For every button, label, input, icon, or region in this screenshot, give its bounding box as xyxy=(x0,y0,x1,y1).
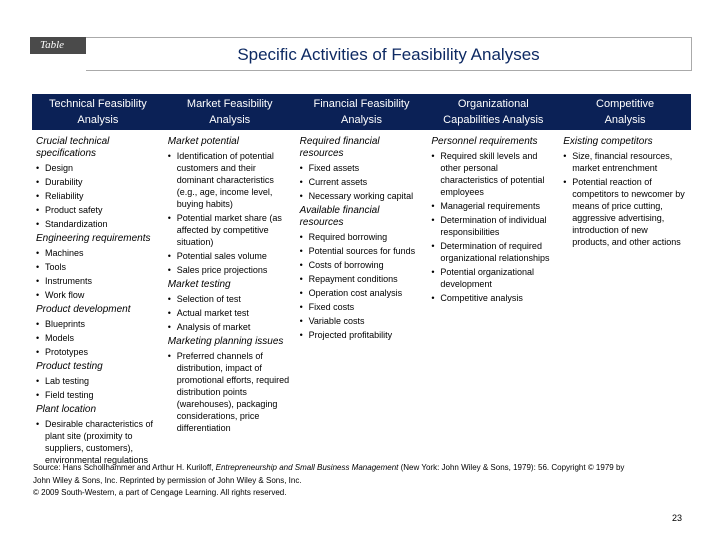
source-book: Entrepreneurship and Small Business Management xyxy=(215,463,399,472)
section-title: Required financial resources xyxy=(299,136,380,159)
section-list xyxy=(36,318,160,358)
list-item: • Reliability xyxy=(36,190,160,202)
section-list xyxy=(168,293,292,333)
section-title: Available financial resources xyxy=(299,205,380,228)
column-competitive xyxy=(559,134,691,460)
list-item: • Analysis of market xyxy=(168,321,292,333)
column-technical xyxy=(32,134,164,465)
list-item: • Machines xyxy=(36,247,160,259)
section-title: Marketing planning issues xyxy=(167,336,284,347)
list-item: • Determination of required organizational relationships xyxy=(431,240,555,264)
list-item: • Variable costs xyxy=(300,315,424,327)
list-item: • Determination of individual responsibilities xyxy=(431,214,555,238)
slide-tag: Table xyxy=(30,37,86,54)
header-technical: Technical Feasibility Analysis xyxy=(48,98,147,126)
section-list xyxy=(300,231,424,341)
list-item: • Fixed costs xyxy=(300,301,424,313)
list-item: • Operation cost analysis xyxy=(300,287,424,299)
section-title: Market testing xyxy=(167,279,231,290)
source-after: (New York: John Wiley & Sons, 1979): 56. Copyright © 1979 by John Wiley & Sons, Inc. Reprinted by permission of John Wiley & Sons, Inc. xyxy=(33,463,625,485)
list-item: • Current assets xyxy=(300,176,424,188)
list-item: • Sales price projections xyxy=(168,264,292,276)
page-number: 23 xyxy=(672,513,683,523)
section-title: Market potential xyxy=(167,136,239,147)
column-financial xyxy=(296,134,428,460)
section-list xyxy=(563,150,687,248)
section-list xyxy=(168,150,292,276)
section-title: Engineering requirements xyxy=(36,233,151,244)
section-list xyxy=(36,162,160,230)
list-item: • Design xyxy=(36,162,160,174)
list-item: • Required borrowing xyxy=(300,231,424,243)
source-before: Hans Schollhammer and Arthur H. Kuriloff, xyxy=(60,463,216,472)
header-competitive: Competitive Analysis xyxy=(596,98,655,126)
section-list xyxy=(431,150,555,304)
slide-title: Specific Activities of Feasibility Analyses xyxy=(237,45,540,64)
section-title: Personnel requirements xyxy=(431,136,538,147)
section-title: Crucial technical specifications xyxy=(36,136,110,159)
list-item: • Actual market test xyxy=(168,307,292,319)
list-item: • Instruments xyxy=(36,275,160,287)
list-item: • Tools xyxy=(36,261,160,273)
list-item: • Potential sources for funds xyxy=(300,245,424,257)
list-item: • Potential sales volume xyxy=(168,250,292,262)
list-item: • Identification of potential customers and their dominant characteristics (e.g., age, income level, buying habits) xyxy=(168,150,292,210)
header-organizational: Organizational Capabilities Analysis xyxy=(443,98,544,126)
list-item: • Preferred channels of distribution, impact of promotional efforts, required distribution points (warehouses), packaging considerations, price differentiation xyxy=(168,350,292,434)
list-item: • Models xyxy=(36,332,160,344)
section-list xyxy=(300,162,424,202)
list-item: • Standardization xyxy=(36,218,160,230)
section-list xyxy=(168,350,292,434)
list-item: • Potential organizational development xyxy=(431,266,555,290)
section-title: Product testing xyxy=(36,361,103,372)
title-box xyxy=(86,37,692,71)
list-item: • Size, financial resources, market entrenchment xyxy=(563,150,687,174)
list-item: • Fixed assets xyxy=(300,162,424,174)
list-item: • Costs of borrowing xyxy=(300,259,424,271)
section-title: Existing competitors xyxy=(563,136,653,147)
list-item: • Required skill levels and other personal characteristics of potential employees xyxy=(431,150,555,198)
list-item: • Product safety xyxy=(36,204,160,216)
section-list xyxy=(36,247,160,301)
list-item: • Prototypes xyxy=(36,346,160,358)
list-item: • Managerial requirements xyxy=(431,200,555,212)
list-item: • Selection of test xyxy=(168,293,292,305)
table-body xyxy=(32,134,691,465)
header-financial: Financial Feasibility Analysis xyxy=(313,98,410,126)
list-item: • Competitive analysis xyxy=(431,292,555,304)
table-header xyxy=(32,94,691,130)
section-list xyxy=(36,375,160,401)
source-label: Source: xyxy=(33,463,61,472)
column-market xyxy=(164,134,296,460)
section-list xyxy=(36,418,160,466)
list-item: • Projected profitability xyxy=(300,329,424,341)
list-item: • Potential reaction of competitors to newcomer by means of price cutting, aggressive advertising, introduction of new products, and other actions xyxy=(563,176,687,248)
column-organizational xyxy=(427,134,559,460)
copyright-line: © 2009 South-Western, a part of Cengage Learning. All rights reserved. xyxy=(33,488,287,497)
list-item: • Work flow xyxy=(36,289,160,301)
section-title: Plant location xyxy=(36,404,97,415)
list-item: • Potential market share (as affected by competitive situation) xyxy=(168,212,292,248)
list-item: • Blueprints xyxy=(36,318,160,330)
source-note xyxy=(33,462,633,500)
list-item: • Repayment conditions xyxy=(300,273,424,285)
header-market: Market Feasibility Analysis xyxy=(186,98,273,126)
list-item: • Lab testing xyxy=(36,375,160,387)
list-item: • Desirable characteristics of plant site (proximity to suppliers, customers), environmental regulations xyxy=(36,418,160,466)
list-item: • Field testing xyxy=(36,389,160,401)
list-item: • Necessary working capital xyxy=(300,190,424,202)
section-title: Product development xyxy=(36,304,131,315)
list-item: • Durability xyxy=(36,176,160,188)
